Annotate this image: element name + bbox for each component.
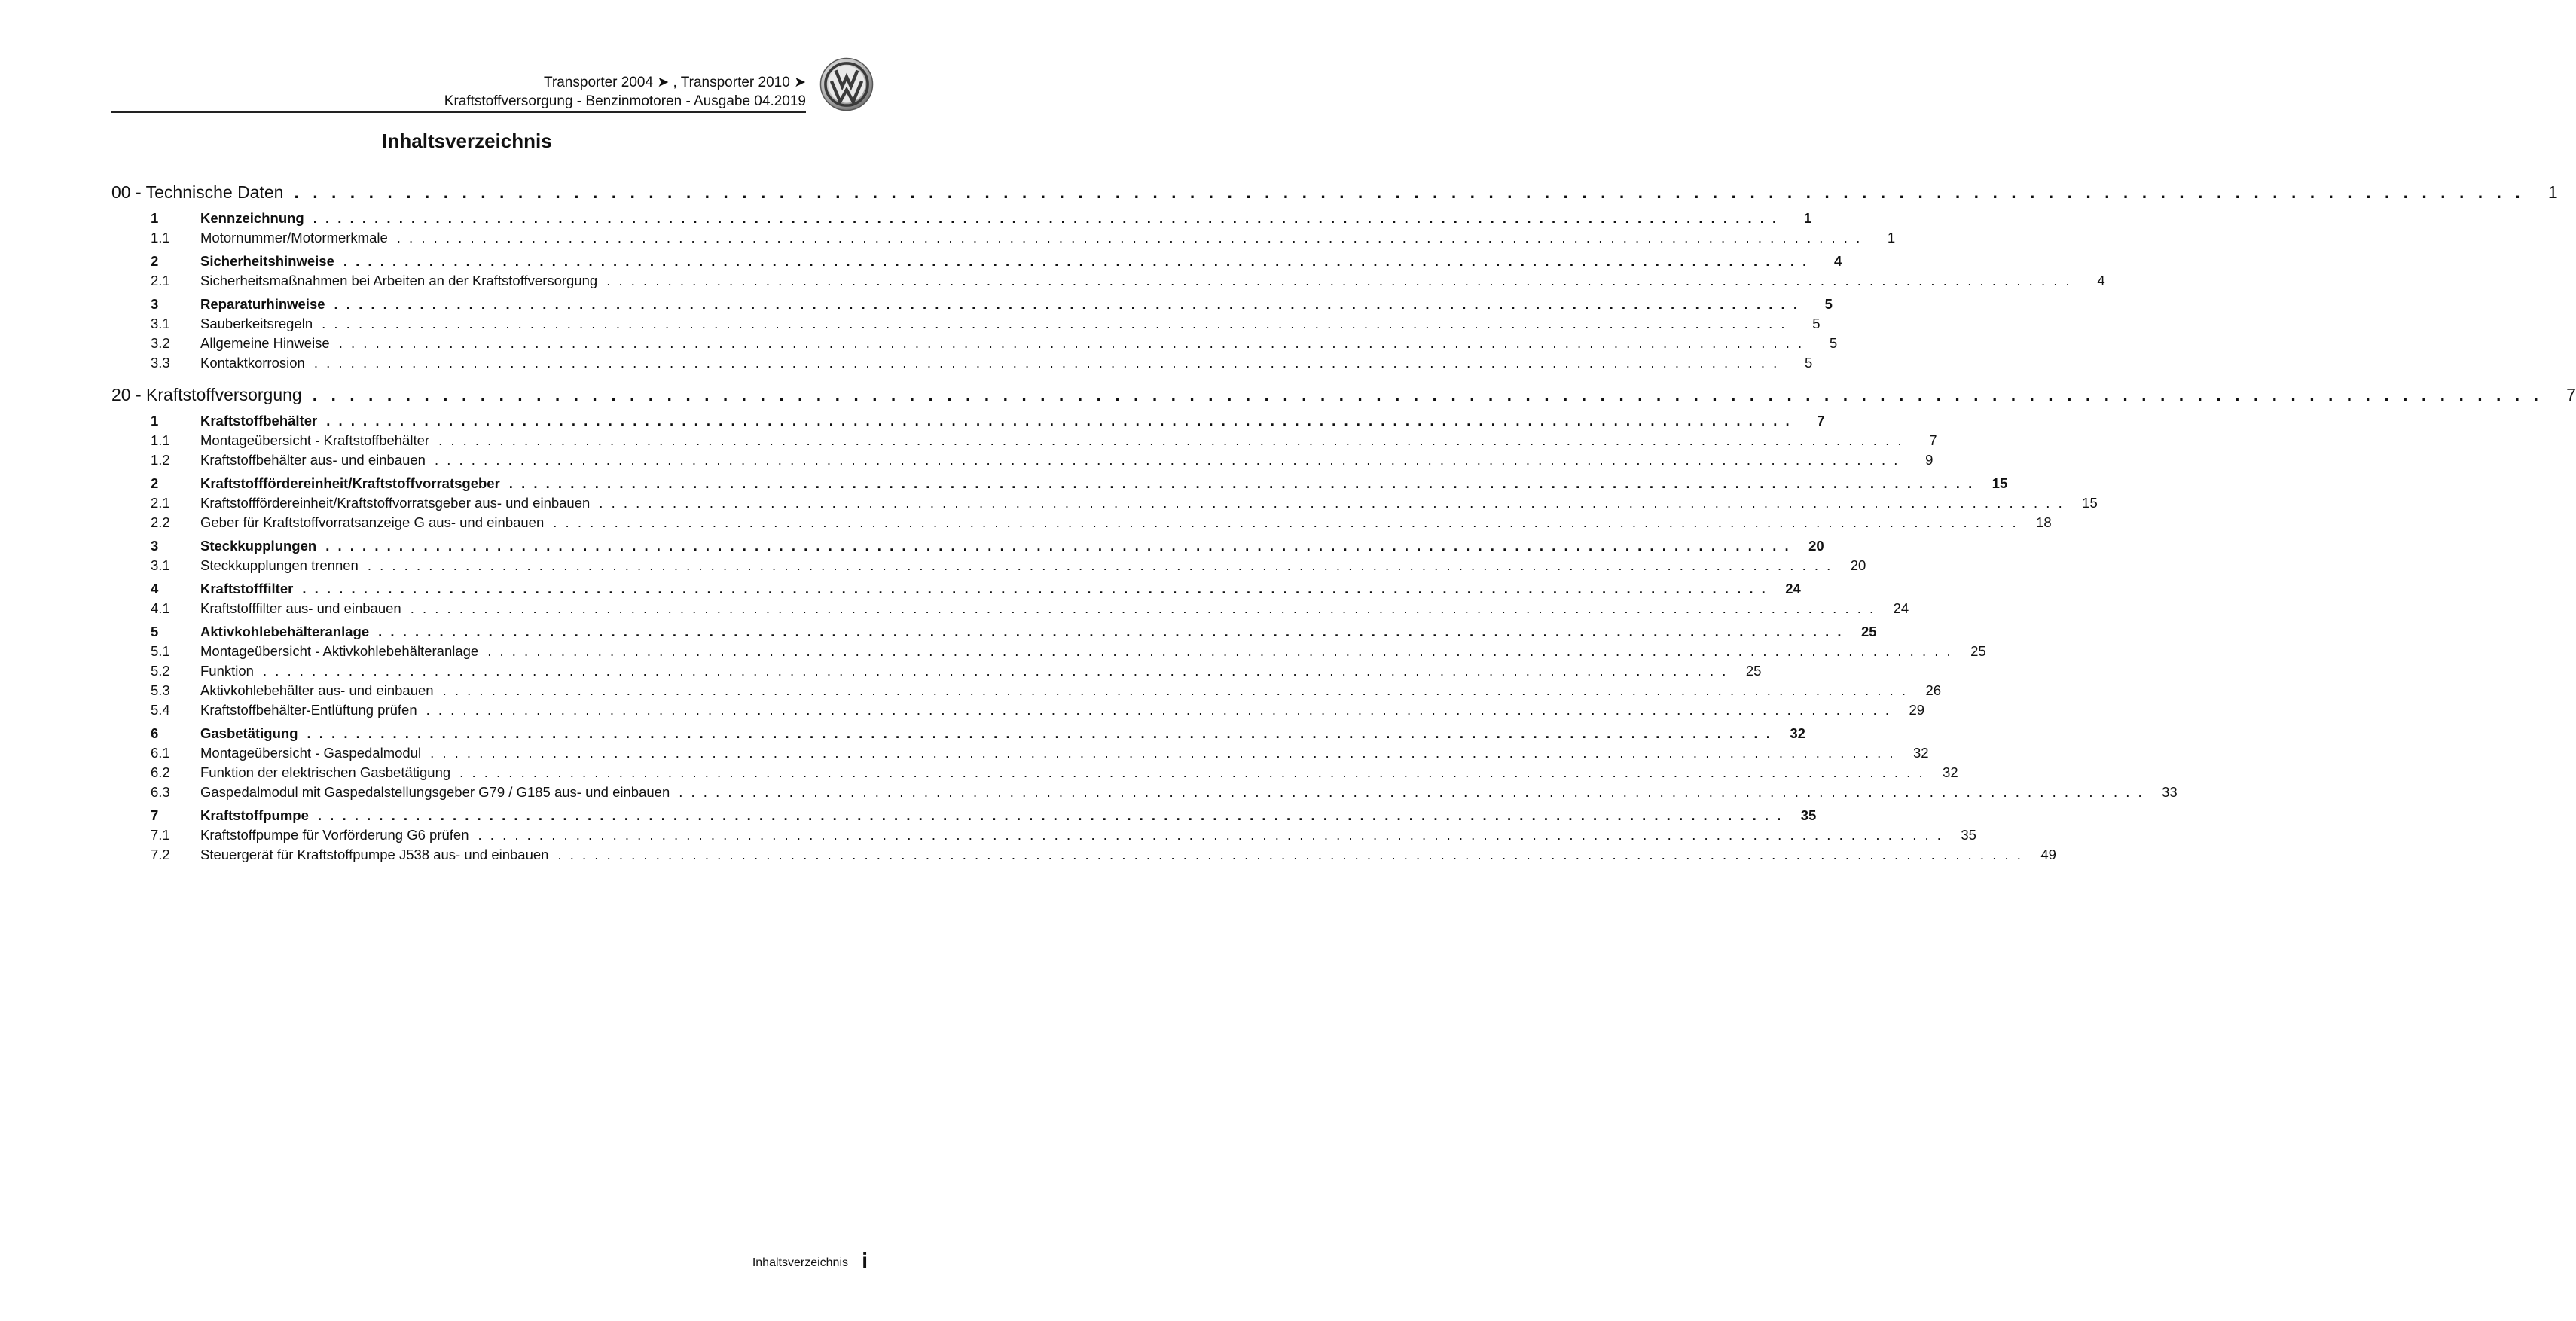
- toc-entry-number: 5.1: [151, 643, 170, 659]
- toc-entry-number: 7: [151, 807, 159, 823]
- toc-leader-dots: . . . . . . . . . . . . . . . . . . . . . . . . . . . . . . . . . . . . . . . . . . . . . . . . . . . . . . . . . . . . . . . . . . . . . . . . . . . . . . . . . . . . . . . . . . . . . . . . . . . . . . . . . . . . . . . . . . . . . . . .: [378, 624, 1844, 639]
- toc-leader-dots: . . . . . . . . . . . . . . . . . . . . . . . . . . . . . . . . . . . . . . . . . . . . . . . . . . . . . . . . . . . . . . . . . . . . . . . . . . . . . . . . . . . . . . . . . . . . . . . . . . . . . . . . . . . . . . . . . . . . . . . .: [325, 538, 1791, 554]
- toc-entry-label: Sauberkeitsregeln: [200, 316, 313, 331]
- toc-entry-number: 4.1: [151, 600, 170, 616]
- toc-entry-label: Aktivkohlebehälter aus- und einbauen: [200, 682, 434, 698]
- toc-entry-number: 2.1: [151, 495, 170, 511]
- toc-section[interactable]: [111, 725, 1805, 745]
- toc-entry-page: 26: [1925, 682, 1942, 698]
- toc-leader-dots: . . . . . . . . . . . . . . . . . . . . . . . . . . . . . . . . . . . . . . . . . . . . . . . . . . . . . . . . . . . . . . . . . . . . . . . . . . . . . . . . . . . . . . . . . . . . . . . . . . . . . . . . . . . . . . . . . . . . . . . .: [326, 413, 1792, 429]
- toc-entry-page: 15: [1992, 475, 2008, 491]
- toc-leader-dots: . . . . . . . . . . . . . . . . . . . . . . . . . . . . . . . . . . . . . . . . . . . . . . . . . . . . . . . . . . . . . . . . . . . . . . . . . . . . . . . . . . . . . . . . . . . . . . . . . . . . . . . . . . . . . . . . . . . . . . . .: [313, 210, 1779, 226]
- footer-page-number: i: [862, 1249, 868, 1272]
- toc-entry-page: 7: [1929, 432, 1937, 448]
- toc-subsection[interactable]: [111, 355, 1813, 374]
- toc-entry-page: 32: [1790, 725, 1805, 741]
- toc-subsection[interactable]: [111, 316, 1821, 335]
- toc-entry-label: Kraftstofffördereinheit/Kraftstoffvorratsgeber aus- und einbauen: [200, 495, 591, 511]
- toc-leader-dots: . . . . . . . . . . . . . . . . . . . . . . . . . . . . . . . . . . . . . . . . . . . . . . . . . . . . . . . . . . . . . . . . . . . . . . . . . . . . . . . . . . . . . . . . . . . . . . . . . . . . . . . . . . . . . . . . . . . . . . . .: [438, 432, 1904, 448]
- toc-entry-page: 20: [1808, 538, 1824, 554]
- toc-subsection[interactable]: [111, 335, 1838, 355]
- toc-subsection[interactable]: [111, 643, 1986, 663]
- toc-entry-label: Kontaktkorrosion: [200, 355, 305, 371]
- toc-leader-dots: . . . . . . . . . . . . . . . . . . . . . . . . . . . . . . . . . . . . . . . . . . . . . . . . . . . . . . . . . . . . . . . . . . . . . . . . . . . . . . . . . . . . . . . . . . . . . . . . . . . . . . . . . . . . . . . . . . . . . . . .: [442, 682, 1909, 698]
- header-vehicle-models: Transporter 2004 ➤ , Transporter 2010 ➤: [544, 75, 806, 90]
- toc-leader-dots: . . . . . . . . . . . . . . . . . . . . . . . . . . . . . . . . . . . . . . . . . . . . . . . . . . . . . . . . . . . . . . . . . . . . . . . . . . . . . . . . . . . . . . . . . . . . . . . . . . . . . . . . . . . . . . . . . . . . . . . .: [478, 827, 1943, 843]
- toc-subsection[interactable]: [111, 495, 2098, 514]
- toc-entry-label: Kennzeichnung: [200, 210, 304, 226]
- toc-leader-dots: . . . . . . . . . . . . . . . . . . . . . . . . . . . . . . . . . . . . . . . . . . . . . . . . . . . . . . . . . . . . . . . . . . . . . . . . . . . . . . . . . . . . . . . . . . . . . . . . . . . . . . . . . . . . . . . . . . . . . . . .: [410, 600, 1876, 616]
- toc-entry-label: Kraftstoffpumpe für Vorförderung G6 prüfen: [200, 827, 469, 843]
- toc-entry-page: 5: [1812, 316, 1821, 331]
- toc-entry-label: Kraftstoffpumpe: [200, 807, 309, 823]
- toc-entry-page: 32: [1943, 764, 1958, 780]
- toc-entry-page: 5: [1804, 355, 1813, 371]
- toc-entry-label: Sicherheitshinweise: [200, 253, 334, 269]
- toc-entry-number: 3: [151, 538, 159, 554]
- toc-entry-number: 3.3: [151, 355, 170, 371]
- toc-entry-page: 35: [1800, 807, 1817, 823]
- toc-leader-dots: . . . . . . . . . . . . . . . . . . . . . . . . . . . . . . . . . . . . . . . . . . . . . . . . . . . . . . . . . . . . . . . . . . . . . . . . . . . . . . . . . . . . . . . . . . . . . . . . . . . . . . . . . . . . . . . . . . . . . . . .: [599, 495, 2065, 511]
- toc-entry-page: 9: [1925, 452, 1934, 468]
- toc-entry-number: 4: [151, 581, 159, 596]
- toc-leader-dots: . . . . . . . . . . . . . . . . . . . . . . . . . . . . . . . . . . . . . . . . . . . . . . . . . . . . . . . . . . . . . . . . . . . . . . . . . . . . . . . . . . . . . . . . . . . . . . . . . . . . . . . . . . . . . . . . . . . . . . . .: [313, 355, 1780, 371]
- toc-subsection[interactable]: [111, 682, 1942, 702]
- toc-leader-dots: . . . . . . . . . . . . . . . . . . . . . . . . . . . . . . . . . . . . . . . . . . . . . . . . . . . . . . . . . . . . . . . . . . . . . . . . . . . . . . . . . . . . . . . . . . . . . . . . . . . . . . . . . . . . . . . . . . . . . . . .: [557, 847, 2023, 862]
- toc-subsection[interactable]: [111, 230, 1896, 249]
- toc-subsection[interactable]: [111, 514, 2052, 534]
- toc-section[interactable]: [111, 296, 1833, 316]
- toc-leader-dots: . . . . . . . . . . . . . . . . . . . . . . . . . . . . . . . . . . . . . . . . . . . . . . . . . . . . . . . . . . . . . . . . . . . . . . . . . . . . . . . . . . . . . . . . . . . . . . . . . . . . . . . . . . . . . . . . . . . . . . . .: [317, 807, 1784, 823]
- toc-entry-label: Steuergerät für Kraftstoffpumpe J538 aus- und einbauen: [200, 847, 549, 862]
- toc-section[interactable]: [111, 538, 1824, 557]
- toc-entry-label: Aktivkohlebehälteranlage: [200, 624, 370, 639]
- toc-subsection[interactable]: [111, 557, 1866, 577]
- toc-entry-number: 1: [151, 413, 159, 429]
- toc-subsection[interactable]: [111, 600, 1909, 620]
- toc-entry-number: 5.2: [151, 663, 170, 679]
- toc-chapter-title: 00 - Technische Daten: [111, 182, 284, 202]
- toc-entry-number: 5.4: [151, 702, 170, 718]
- toc-entry-number: 1.1: [151, 230, 170, 246]
- toc-entry-page: 33: [2162, 784, 2178, 800]
- toc-subsection[interactable]: [111, 273, 2105, 292]
- toc-leader-dots: . . . . . . . . . . . . . . . . . . . . . . . . . . . . . . . . . . . . . . . . . . . . . . . . . . . . . . . . . . . . . . . . . . . . . . . . . . . . . . . . . . . . . . . . . . . . . . . . . . . . . . . . . . . . . . . . . . . . . . . .: [396, 230, 1863, 246]
- toc-entry-number: 6: [151, 725, 159, 741]
- toc-entry-label: Kraftstoffbehälter aus- und einbauen: [200, 452, 426, 468]
- toc-leader-dots: . . . . . . . . . . . . . . . . . . . . . . . . . . . . . . . . . . . . . . . . . . . . . . . . . . . . . . . . . . . . . . . . . . . . . . . . . . . . . . . . . . . . . . . . . . . . . . . . . . . . . . . . . . . . . . . . . . . . . . . .: [426, 702, 1892, 718]
- vw-logo-icon: [819, 57, 874, 111]
- toc-leader-dots: . . . . . . . . . . . . . . . . . . . . . . . . . . . . . . . . . . . . . . . . . . . . . . . . . . . . . . . . . . . . . . . . . . . . . . . . . . . . . . . . . . . . . . . . . . . . . . . . . . . . . . . . . . . . . . . . . . . . . . . .: [322, 316, 1787, 331]
- toc-entry-page: 32: [1912, 745, 1929, 761]
- toc-subsection[interactable]: [111, 702, 1925, 722]
- toc-subsection[interactable]: [111, 847, 2056, 866]
- toc-entry-label: Kraftstoffbehälter-Entlüftung prüfen: [200, 702, 417, 718]
- toc-entry-page: 35: [1961, 827, 1976, 843]
- toc-entry-page: 18: [2036, 514, 2052, 530]
- toc-section[interactable]: [111, 210, 1812, 230]
- toc-chapter-page: 1: [2547, 182, 2558, 202]
- page-title: Inhaltsverzeichnis: [382, 130, 552, 152]
- toc-entry-label: Kraftstoffbehälter: [200, 413, 318, 429]
- toc-section[interactable]: [111, 581, 1801, 600]
- toc-subsection[interactable]: [111, 452, 1934, 471]
- toc-leader-dots: . . . . . . . . . . . . . . . . . . . . . . . . . . . . . . . . . . . . . . . . . . . . . . . . . . . . . . . . . . . . . . . . . . . . . . . . . . . . . . . . . . . . . . . . . . . . . . . . . . . . . . . . . . . . . . . . . . . . . . . .: [487, 643, 1953, 659]
- toc-entry-number: 2: [151, 475, 159, 491]
- toc-entry-label: Geber für Kraftstoffvorratsanzeige G aus- und einbauen: [200, 514, 545, 530]
- toc-entry-label: Gaspedalmodul mit Gaspedalstellungsgeber G79 / G185 aus- und einbauen: [200, 784, 670, 800]
- toc-leader-dots: . . . . . . . . . . . . . . . . . . . . . . . . . . . . . . . . . . . . . . . . . . . . . . . . . . . . . . . . . . . . . . . . . . . . . . . . . . . . . . . . . . . . . . . . . . . . . . . . . . . . . . . . . . . . . . . . . . . . . . . .: [302, 581, 1768, 596]
- toc-leader-dots: . . . . . . . . . . . . . . . . . . . . . . . . . . . . . . . . . . . . . . . . . . . . . . . . . . . . . . . . . . . . . . . . . . . . . . . . . . . . . . . . . . . . . . . . . . . . . . . . . . . . . . . . . . . . . . . . . . . . . . . .: [679, 784, 2144, 800]
- toc-subsection[interactable]: [111, 663, 1762, 682]
- toc-leader-dots: . . . . . . . . . . . . . . . . . . . . . . . . . . . . . . . . . . . . . . . . . . . . . . . . . . . . . . . . . . . . . . . . . . . . . . . . . . . . . . . . . . . . . . . . . . . . . . . . . . . . . . . . . . . . . . . . . . . . . . . .: [367, 557, 1833, 573]
- toc-section[interactable]: [111, 253, 1842, 273]
- toc-entry-page: 25: [1861, 624, 1877, 639]
- toc-leader-dots: . . . . . . . . . . . . . . . . . . . . . . . . . . . . . . . . . . . . . . . . . . . . . . . . . . . . . . . . . . . . . . . . . . . . . . . . . . . . . . . . . . . . . . . . . . . . . . . . . . . . . . . . . . . . . . . . . . . . . . . .: [553, 514, 2019, 530]
- toc-entry-number: 2.1: [151, 273, 170, 288]
- toc-subsection[interactable]: [111, 784, 2178, 804]
- toc-section[interactable]: [111, 624, 1877, 643]
- page-header: [111, 74, 806, 113]
- toc-leader-dots: . . . . . . . . . . . . . . . . . . . . . . . . . . . . . . . . . . . . . . . . . . . . . . . . . . . . . . . . . . . . . . . . . . . . . . . . . . . . . . . . . . . . . . . . . . . . . . . . . . . . . . . . . . . . . . . . . . . . . . . .: [459, 764, 1925, 780]
- toc-subsection[interactable]: [111, 745, 1929, 764]
- toc-entry-number: 6.3: [151, 784, 170, 800]
- toc-chapter[interactable]: [111, 385, 2576, 409]
- toc-entry-page: 24: [1785, 581, 1801, 596]
- header-manual-title: Kraftstoffversorgung - Benzinmotoren - Ausgabe 04.2019: [444, 93, 806, 109]
- toc-entry-label: Kraftstofffilter: [200, 581, 294, 596]
- toc-entry-page: 15: [2082, 495, 2098, 511]
- toc-entry-number: 6.1: [151, 745, 170, 761]
- toc-leader-dots: . . . . . . . . . . . . . . . . . . . . . . . . . . . . . . . . . . . . . . . . . . . . . . . . . . . . . . . . . . . . . . . . . . . . . . . . . . . . . . . . . . . . . . . . . . . . . . . . . . . . . . . . . . . . . . . . . . . . . . . .: [343, 253, 1809, 269]
- toc-leader-dots: . . . . . . . . . . . . . . . . . . . . . . . . . . . . . . . . . . . . . . . . . . . . . . . . . . . . . . . . . . . . . . . . . . . . . . . . . . . . . . . . . . . . . . . . . . . . . . . . . . . . . . . . . . . . . . . . . . . . . . . .: [606, 273, 2072, 288]
- toc-entry-page: 49: [2040, 847, 2056, 862]
- toc-entry-number: 1.1: [151, 432, 170, 448]
- toc-entry-page: 1: [1803, 210, 1812, 226]
- toc-entry-number: 5.3: [151, 682, 170, 698]
- toc-leader-dots: . . . . . . . . . . . . . . . . . . . . . . . . . . . . . . . . . . . . . . . . . . . . . . . . . . . . . . . . . . . . . . . . . . . . . . . . . . . . . . . . . . . . . . . . . . . . . . . . . . . . . . . . . . . . . . . . . . . . . . . .: [262, 663, 1729, 679]
- toc-entry-number: 3.1: [151, 557, 170, 573]
- toc-chapter-title: 20 - Kraftstoffversorgung: [111, 385, 302, 404]
- toc-section[interactable]: [111, 475, 2008, 495]
- toc-entry-number: 3: [151, 296, 159, 312]
- toc-leader-dots: . . . . . . . . . . . . . . . . . . . . . . . . . . . . . . . . . . . . . . . . . . . . . . . . . . . . . . . . . . . . . . . . . . . . . . . . . . . . . . . . . . . . . . . . . . . . . . . . . . . . . . . . . . . . . . . . . . . . . . . .: [508, 475, 1975, 491]
- toc-entry-number: 5: [151, 624, 159, 639]
- toc-entry-page: 7: [1817, 413, 1825, 429]
- toc-entry-number: 6.2: [151, 764, 170, 780]
- toc-entry-label: Kraftstofffilter aus- und einbauen: [200, 600, 401, 616]
- toc-entry-label: Funktion der elektrischen Gasbetätigung: [200, 764, 451, 780]
- header-divider: [111, 111, 806, 113]
- toc-entry-number: 1.2: [151, 452, 170, 468]
- toc-section[interactable]: [111, 807, 1817, 827]
- toc-entry-label: Montageübersicht - Aktivkohlebehälteranlage: [200, 643, 479, 659]
- toc-leader-dots: . . . . . . . . . . . . . . . . . . . . . . . . . . . . . . . . . . . . . . . . . . . . . . . . . . . . . . . . . . . . . . . . . . . . . . . . . . . . . . . . . . . . . . . . . . . . . . . . . . . . . . . . . . . . . . . . . . . . . . . .: [338, 335, 1805, 351]
- toc-leader-dots: . . . . . . . . . . . . . . . . . . . . . . . . . . . . . . . . . . . . . . . . . . . . . . . . . . . . . . . . . . . . . . . . . . . . . . . . . . . . . . . . . . . . . . . . . . . . . . . . . . . . . . . . . . . . . . . . . . . . . . . .: [434, 452, 1900, 468]
- footer-label: Inhaltsverzeichnis: [752, 1256, 848, 1269]
- toc-entry-page: 20: [1850, 557, 1866, 573]
- toc-leader-dots: . . . . . . . . . . . . . . . . . . . . . . . . . . . . . . . . . . . . . . . . . . . . . . . . . . . . . . . . . . . . . . . . . . . . . . . . . . . . . . . . . . . . . . . . . . . . . . . . . . . . . . . . . . . . . . . . . . . . . . . .: [334, 296, 1799, 312]
- toc-entry-label: Sicherheitsmaßnahmen bei Arbeiten an der Kraftstoffversorgung: [200, 273, 598, 288]
- toc-entry-number: 2: [151, 253, 159, 269]
- toc-entry-label: Montageübersicht - Kraftstoffbehälter: [200, 432, 430, 448]
- toc-leader-dots: . . . . . . . . . . . . . . . . . . . . . . . . . . . . . . . . . . . . . . . . . . . . . . . . . . . . . . . . . . . . . . . . . . . . . . . . . . . . . . . . . . . . . . . . . . . . . . . . . . . . . . . . . . . . . . . . . . . . . . . .: [312, 385, 2543, 404]
- toc-entry-label: Allgemeine Hinweise: [200, 335, 330, 351]
- toc-entry-number: 1: [151, 210, 159, 226]
- toc-entry-page: 25: [1970, 643, 1986, 659]
- toc-entry-number: 3.2: [151, 335, 170, 351]
- toc-subsection[interactable]: [111, 827, 1976, 847]
- toc-entry-page: 24: [1893, 600, 1909, 616]
- toc-entry-label: Steckkupplungen trennen: [200, 557, 359, 573]
- toc-section[interactable]: [111, 413, 1825, 432]
- toc-entry-page: 25: [1745, 663, 1762, 679]
- toc-subsection[interactable]: [111, 764, 1958, 784]
- toc-leader-dots: . . . . . . . . . . . . . . . . . . . . . . . . . . . . . . . . . . . . . . . . . . . . . . . . . . . . . . . . . . . . . . . . . . . . . . . . . . . . . . . . . . . . . . . . . . . . . . . . . . . . . . . . . . . . . . . . . . . . . . . .: [430, 745, 1896, 761]
- toc-entry-page: 1: [1887, 230, 1896, 246]
- toc-entry-page: 29: [1909, 702, 1925, 718]
- toc-entry-number: 7.1: [151, 827, 170, 843]
- toc-entry-number: 3.1: [151, 316, 170, 331]
- toc-entry-page: 5: [1824, 296, 1833, 312]
- toc-chapter-page: 7: [2566, 385, 2576, 404]
- toc-entry-label: Montageübersicht - Gaspedalmodul: [200, 745, 422, 761]
- toc-entry-label: Kraftstofffördereinheit/Kraftstoffvorratsgeber: [200, 475, 500, 491]
- toc-entry-number: 2.2: [151, 514, 170, 530]
- toc-subsection[interactable]: [111, 432, 1937, 452]
- toc-entry-label: Gasbetätigung: [200, 725, 298, 741]
- toc-entry-label: Reparaturhinweise: [200, 296, 325, 312]
- toc-entry-number: 7.2: [151, 847, 170, 862]
- toc-entry-label: Steckkupplungen: [200, 538, 317, 554]
- toc-entry-page: 5: [1829, 335, 1838, 351]
- toc-entry-page: 4: [2097, 273, 2105, 288]
- table-of-contents: [111, 182, 2576, 866]
- toc-entry-label: Motornummer/Motormerkmale: [200, 230, 388, 246]
- toc-leader-dots: . . . . . . . . . . . . . . . . . . . . . . . . . . . . . . . . . . . . . . . . . . . . . . . . . . . . . . . . . . . . . . . . . . . . . . . . . . . . . . . . . . . . . . . . . . . . . . . . . . . . . . . . . . . . . . . . . . . . . . . .: [294, 182, 2525, 202]
- toc-entry-label: Funktion: [200, 663, 254, 679]
- toc-leader-dots: . . . . . . . . . . . . . . . . . . . . . . . . . . . . . . . . . . . . . . . . . . . . . . . . . . . . . . . . . . . . . . . . . . . . . . . . . . . . . . . . . . . . . . . . . . . . . . . . . . . . . . . . . . . . . . . . . . . . . . . .: [307, 725, 1772, 741]
- toc-entry-page: 4: [1834, 253, 1842, 269]
- toc-chapter[interactable]: [111, 182, 2558, 206]
